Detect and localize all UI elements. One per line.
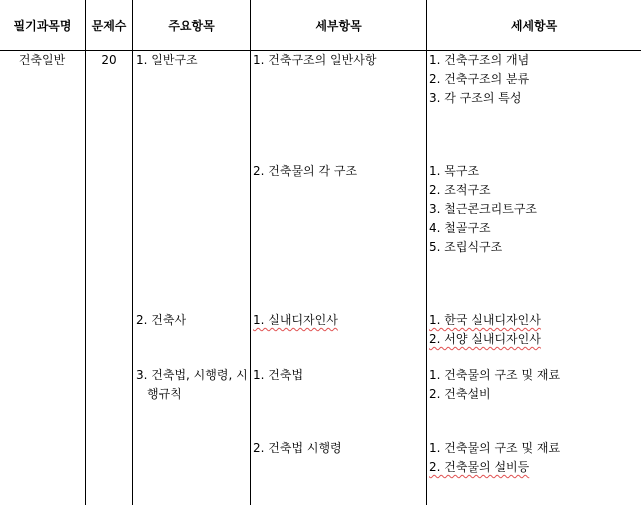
sub-item-enforcement-decree: 2. 건축법 시행령 <box>253 441 342 455</box>
detail-item: 2. 건축구조의 분류 <box>429 72 530 86</box>
sub-item-interior-design-history: 1. 실내디자인사 <box>253 313 338 327</box>
detail-item: 2. 건축설비 <box>429 387 491 401</box>
detail-item: 2. 조적구조 <box>429 183 491 197</box>
sub-item-building-act: 1. 건축법 <box>253 368 304 382</box>
question-count: 20 <box>101 53 117 67</box>
sub-item-general-structure: 1. 건축구조의 일반사항 <box>253 53 377 67</box>
column-divider-4 <box>426 0 427 505</box>
detail-item: 2. 건축물의 설비등 <box>429 460 530 474</box>
header-sub-item: 세부항목 <box>315 18 362 33</box>
detail-item: 3. 각 구조의 특성 <box>429 91 522 105</box>
detail-item: 1. 건축구조의 개념 <box>429 53 530 67</box>
detail-item: 1. 한국 실내디자인사 <box>429 313 541 327</box>
detail-item: 1. 목구조 <box>429 164 480 178</box>
detail-item: 4. 철골구조 <box>429 221 491 235</box>
main-item-3-line-1: 3. 건축법, 시행령, 시 <box>136 368 248 382</box>
detail-item: 1. 건축물의 구조 및 재료 <box>429 441 561 455</box>
subject-name: 건축일반 <box>18 53 66 67</box>
detail-item: 5. 조립식구조 <box>429 240 503 254</box>
header-main-item: 주요항목 <box>168 18 215 33</box>
sub-item-building-structures: 2. 건축물의 각 구조 <box>253 164 358 178</box>
main-item-3-line-2: 행규칙 <box>147 387 182 401</box>
detail-item: 3. 철근콘크리트구조 <box>429 202 538 216</box>
main-item-1: 1. 일반구조 <box>136 53 198 67</box>
header-count: 문제수 <box>91 18 127 33</box>
main-item-2: 2. 건축사 <box>136 313 187 327</box>
column-divider-1 <box>85 0 86 505</box>
detail-item: 2. 서양 실내디자인사 <box>429 332 541 346</box>
header-subject: 필기과목명 <box>13 18 72 33</box>
detail-item: 1. 건축물의 구조 및 재료 <box>429 368 561 382</box>
header-detail-item: 세세항목 <box>510 18 558 33</box>
column-divider-2 <box>132 0 133 505</box>
column-divider-3 <box>250 0 251 505</box>
